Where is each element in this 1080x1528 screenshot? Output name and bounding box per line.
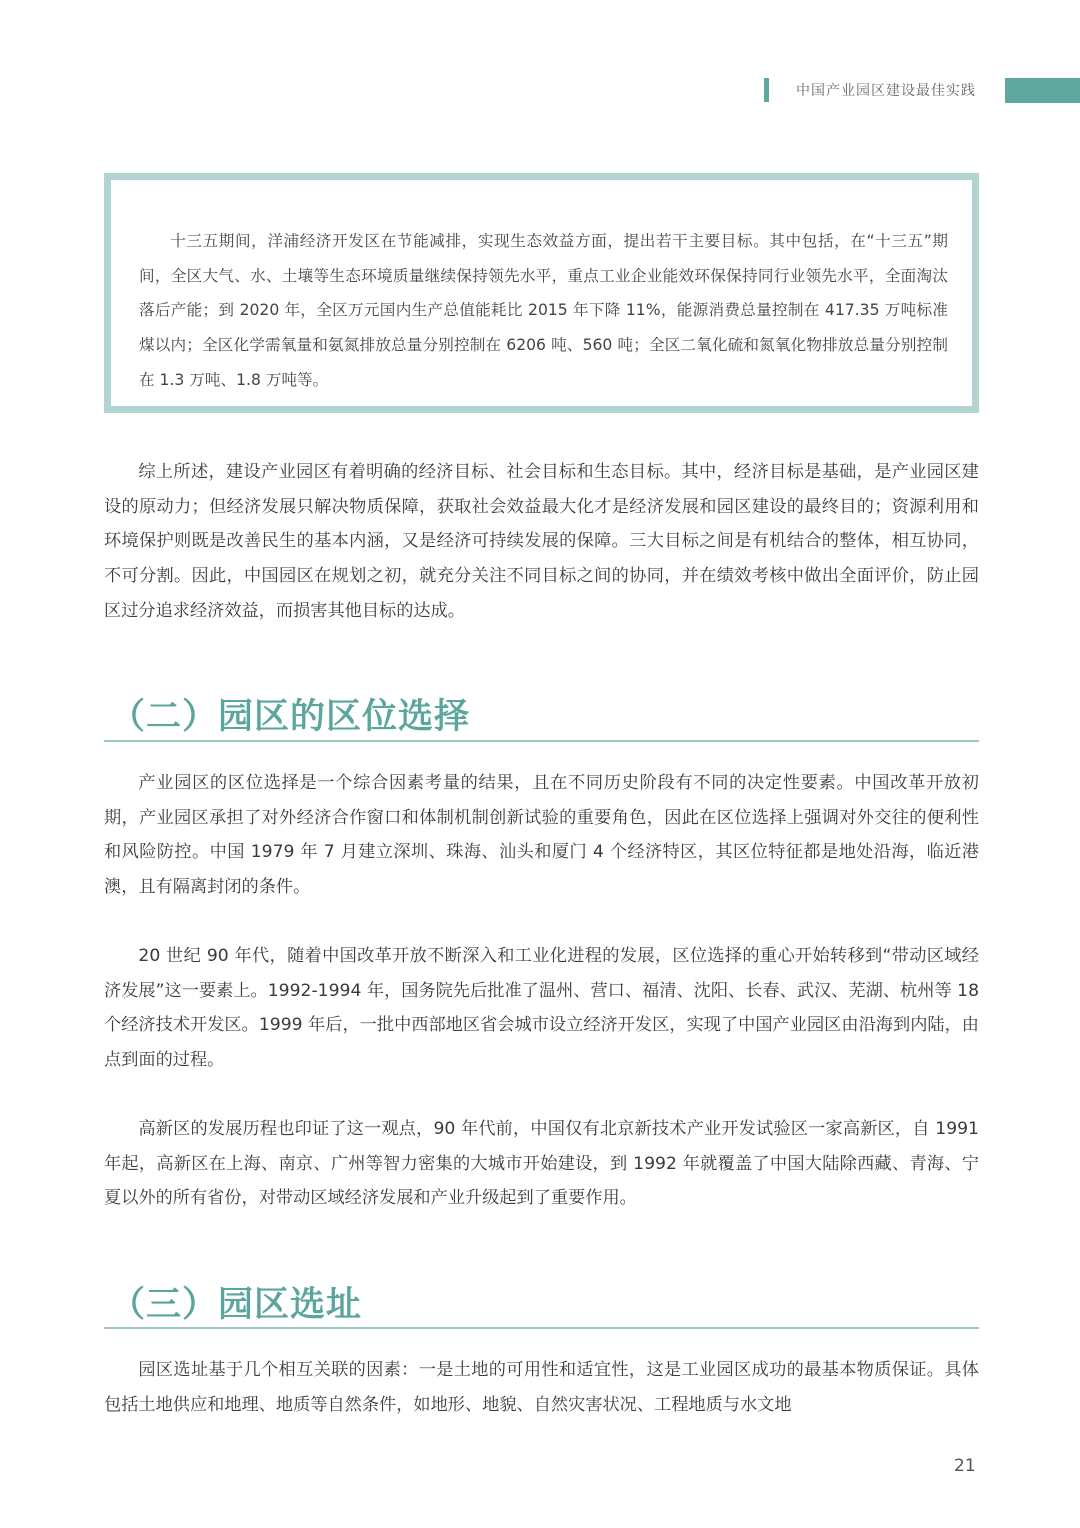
page-number: 21 — [954, 1456, 976, 1476]
running-header-title: 中国产业园区建设最佳实践 — [796, 83, 976, 99]
body-paragraph: 产业园区的区位选择是一个综合因素考量的结果，且在不同历史阶段有不同的决定性要素。中国改革开放初期，产业园区承担了对外经济合作窗口和体制机制创新试验的重要角色，因此在区位选择上强调对外交往的便利性和风险防控。中国 1979 年 7 月建立深圳、珠海、汕头和厦门 4 个经济特区，其区位特征都是地处沿海，临近港澳，且有隔离封闭的条件。 — [104, 773, 979, 898]
section-title-site-selection: （三）园区选址 — [110, 1285, 363, 1325]
header-accent-bar — [764, 78, 769, 102]
section-divider — [104, 740, 979, 742]
case-callout-box — [104, 173, 979, 413]
summary-paragraph: 综上所述，建设产业园区有着明确的经济目标、社会目标和生态目标。其中，经济目标是基础，是产业园区建设的原动力；但经济发展只解决物质保障，获取社会效益最大化才是经济发展和园区建设的最终目的；资源利用和环境保护则既是改善民生的基本内涵，又是经济可持续发展的保障。三大目标之间是有机结合的整体，相互协同，不可分割。因此，中国园区在规划之初，就充分关注不同目标之间的协同，并在绩效考核中做出全面评价，防止园区过分追求经济效益，而损害其他目标的达成。 — [104, 462, 979, 621]
callout-text: 十三五期间，洋浦经济开发区在节能减排，实现生态效益方面，提出若干主要目标。其中包括，在“十三五”期间，全区大气、水、土壤等生态环境质量继续保持领先水平，重点工业企业能效环保保持同行业领先水平，全面淘汰落后产能；到 2020 年，全区万元国内生产总值能耗比 2015 年下降 11%，能源消费总量控制在 417.35 万吨标准煤以内；全区化学需氧量和氨氮排放总量分别控制在 6206 吨、560 吨；全区二氧化硫和氮氧化物排放总量分别控制在 1.3 万吨、1.8 万吨等。 — [139, 232, 948, 389]
body-paragraph: 高新区的发展历程也印证了这一观点，90 年代前，中国仅有北京新技术产业开发试验区一家高新区，自 1991 年起，高新区在上海、南京、广州等智力密集的大城市开始建设，到 1992 年就覆盖了中国大陆除西藏、青海、宁夏以外的所有省份，对带动区域经济发展和产业升级起到了重要作用。 — [104, 1119, 979, 1209]
section-divider — [104, 1327, 979, 1329]
header-color-tab — [1005, 78, 1080, 103]
section-title-location: （二）园区的区位选择 — [110, 697, 471, 737]
body-paragraph: 20 世纪 90 年代，随着中国改革开放不断深入和工业化进程的发展，区位选择的重心开始转移到“带动区域经济发展”这一要素上。1992-1994 年，国务院先后批准了温州、营口、福清、沈阳、长春、武汉、芜湖、杭州等 18 个经济技术开发区。1999 年后，一批中西部地区省会城市设立经济开发区，实现了中国产业园区由沿海到内陆，由点到面的过程。 — [104, 946, 979, 1071]
body-paragraph: 园区选址基于几个相互关联的因素：一是土地的可用性和适宜性，这是工业园区成功的最基本物质保证。具体包括土地供应和地理、地质等自然条件，如地形、地貌、自然灾害状况、工程地质与水文地 — [104, 1360, 979, 1415]
